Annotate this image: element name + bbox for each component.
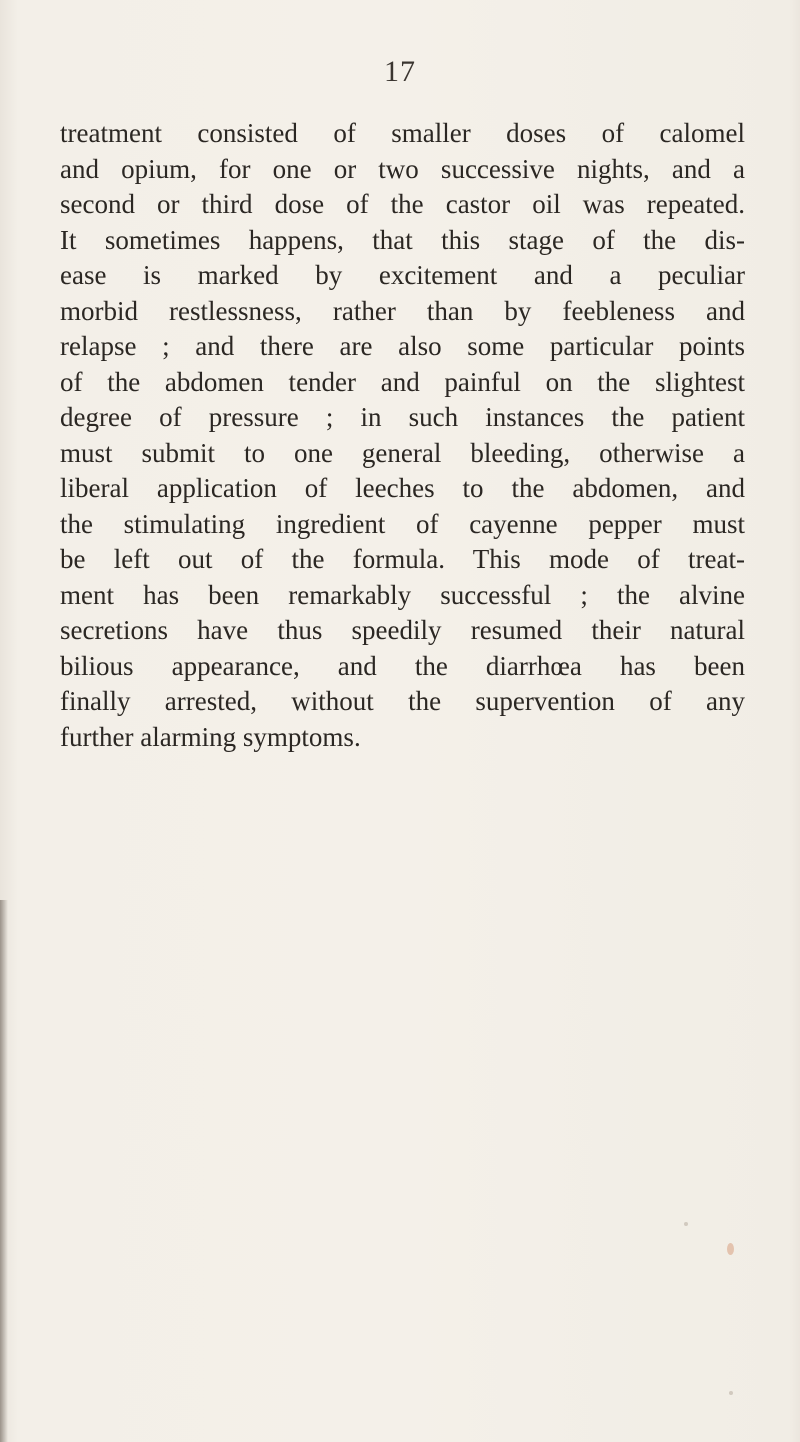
paper-speck bbox=[684, 1222, 688, 1226]
paper-stain bbox=[727, 1243, 734, 1255]
text-line: further alarming symptoms. bbox=[60, 721, 361, 752]
page-number: 17 bbox=[384, 55, 416, 88]
text-line: bilious appearance, and the diarrhœa has been bbox=[60, 650, 745, 681]
text-line: ment has been remarkably successful ; the alvine bbox=[60, 579, 745, 610]
text-line: be left out of the formula. This mode of treat- bbox=[60, 544, 745, 574]
binding-shadow bbox=[0, 900, 8, 1442]
text-line: and opium, for one or two successive nights, and a bbox=[60, 153, 745, 184]
text-line: finally arrested, without the supervention of any bbox=[60, 686, 745, 716]
text-line: must submit to one general bleeding, otherwise a bbox=[60, 437, 745, 468]
text-line: relapse ; and there are also some particular points bbox=[60, 331, 745, 361]
text-line: secretions have thus speedily resumed their natural bbox=[60, 615, 745, 645]
text-line: liberal application of leeches to the abdomen, and bbox=[60, 473, 745, 503]
text-line: of the abdomen tender and painful on the slightest bbox=[60, 366, 745, 397]
text-line: morbid restlessness, rather than by feebleness and bbox=[60, 295, 745, 326]
text-line: the stimulating ingredient of cayenne pepper must bbox=[60, 508, 745, 539]
text-line: second or third dose of the castor oil was repeated. bbox=[60, 189, 745, 219]
text-line: degree of pressure ; in such instances the patient bbox=[60, 402, 745, 432]
text-line: It sometimes happens, that this stage of the dis- bbox=[60, 224, 745, 255]
body-text bbox=[60, 116, 745, 755]
paper-speck bbox=[729, 1391, 733, 1395]
text-line: ease is marked by excitement and a peculiar bbox=[60, 260, 745, 290]
text-line: treatment consisted of smaller doses of calomel bbox=[60, 118, 745, 148]
